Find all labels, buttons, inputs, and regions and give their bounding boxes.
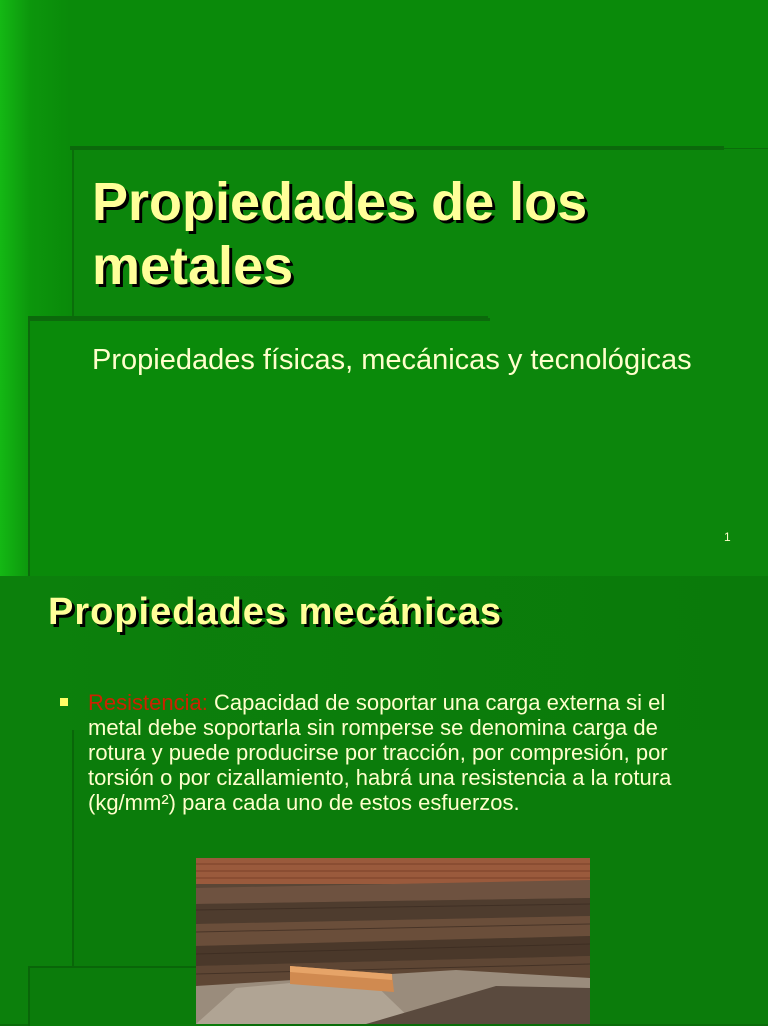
term-definition: Capacidad de soportar una carga externa si el metal debe soportarla sin romperse se denomina carga de rotura y puede producirse por tracción, por compresión, por torsión o por cizallamiento, habrá una resistencia a la rotura (kg/mm²) para cada uno de estos esfuerzos.	[88, 690, 672, 815]
slide-subtitle: Propiedades físicas, mecánicas y tecnológicas	[92, 344, 692, 376]
steel-plates-photo	[196, 858, 590, 1024]
slide-title: Propiedades de los metales	[92, 172, 588, 296]
bullet-text	[88, 690, 718, 815]
steel-plates-image	[196, 858, 590, 1024]
title-rule	[70, 146, 724, 150]
page-number: 1	[724, 530, 731, 544]
subtitle-rule	[28, 316, 488, 319]
section-heading: Propiedades mecánicas	[48, 591, 502, 633]
square-bullet-icon	[60, 698, 68, 706]
term-label: Resistencia:	[88, 690, 208, 715]
